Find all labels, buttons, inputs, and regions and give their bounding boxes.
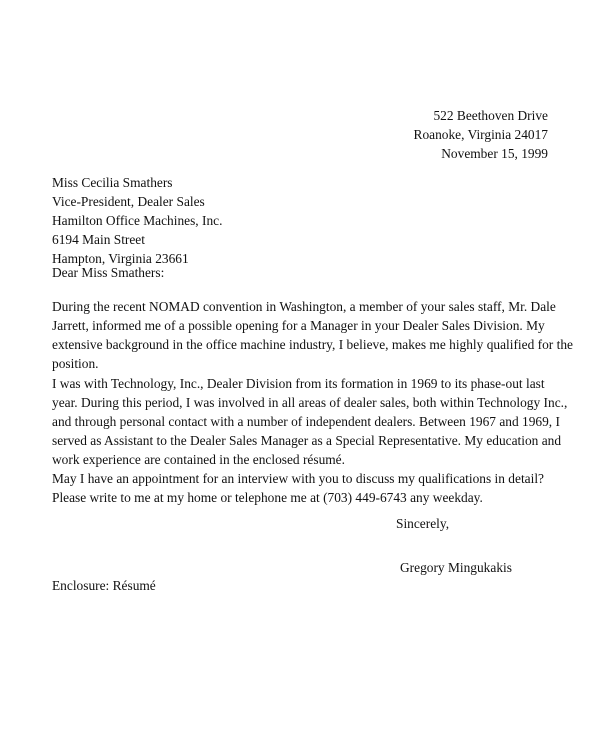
paragraph-line: year. During this period, I was involved in all areas of dealer sales, both within Technology Inc., [52, 395, 568, 410]
paragraph-line: and through personal contact with a number of independent dealers. Between 1967 and 1969, I [52, 414, 560, 429]
paragraph-line: work experience are contained in the enclosed résumé. [52, 452, 345, 467]
recipient-company: Hamilton Office Machines, Inc. [52, 213, 223, 228]
recipient-name: Miss Cecilia Smathers [52, 175, 173, 190]
recipient-address [52, 173, 222, 268]
recipient-city: Hampton, Virginia 23661 [52, 251, 189, 266]
recipient-title: Vice-President, Dealer Sales [52, 194, 205, 209]
recipient-street: 6194 Main Street [52, 232, 145, 247]
paragraph-line: May I have an appointment for an interview with you to discuss my qualifications in detail? [52, 471, 544, 486]
sender-street: 522 Beethoven Drive [433, 108, 548, 123]
body-paragraph-3 [52, 469, 552, 507]
letter-date: November 15, 1999 [441, 146, 548, 161]
enclosure-note: Enclosure: Résumé [52, 578, 156, 593]
paragraph-line: served as Assistant to the Dealer Sales Manager as a Special Representative. My education and [52, 433, 562, 448]
paragraph-line: position. [52, 356, 99, 371]
paragraph-line: extensive background in the office machine industry, I believe, makes me highly qualified for the [52, 337, 573, 352]
closing: Sincerely, [396, 516, 450, 531]
paragraph-line: During the recent NOMAD convention in Washington, a member of your sales staff, Mr. Dale [52, 299, 556, 314]
body-paragraph-2 [52, 374, 568, 469]
sender-address [414, 106, 548, 163]
paragraph-line: I was with Technology, Inc., Dealer Division from its formation in 1969 to its phase-out last [52, 376, 545, 391]
salutation: Dear Miss Smathers: [52, 265, 165, 280]
signature-name: Gregory Mingukakis [400, 560, 512, 575]
paragraph-line: Jarrett, informed me of a possible opening for a Manager in your Dealer Sales Division. My [52, 318, 545, 333]
sender-city: Roanoke, Virginia 24017 [413, 127, 548, 142]
paragraph-line: Please write to me at my home or telephone me at (703) 449-6743 any weekday. [52, 490, 483, 505]
body-paragraph-1 [52, 297, 573, 373]
